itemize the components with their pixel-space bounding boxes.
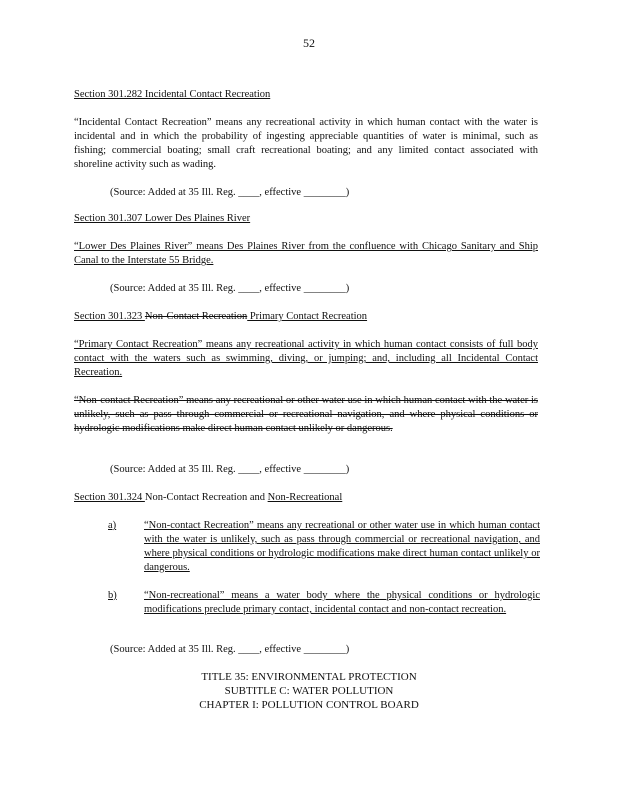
list-item-text: “Non-contact Recreation” means any recreational or other water use in which human contact with the water is unlikely, such as pass through commercial or recreational navigation, and where physical conditions or hydrologic modifications make direct human contact unlikely or dangerous. [144, 520, 540, 573]
heading-plain-text: Non-Contact Recreation and [144, 492, 268, 503]
section-301-323-heading [74, 310, 538, 324]
section-301-323-inserted-definition: “Primary Contact Recreation” means any recreational activity in which human contact consists of full body contact with the waters such as swimming, diving, or jumping; and, including all Incidental Contact Recreation. [74, 339, 538, 378]
section-301-307-definition: “Lower Des Plaines River” means Des Plaines River from the confluence with Chicago Sanitary and Ship Canal to the Interstate 55 Bridge. [74, 241, 538, 266]
section-301-324-heading [74, 491, 538, 505]
section-301-282-heading: Section 301.282 Incidental Contact Recreation [74, 89, 271, 100]
section-301-324-source: (Source: Added at 35 Ill. Reg. ____, effective ________) [110, 644, 350, 655]
footer-subtitle: SUBTITLE C: WATER POLLUTION [224, 685, 394, 697]
section-301-282-source: (Source: Added at 35 Ill. Reg. ____, effective ________) [110, 187, 350, 198]
heading-inserted-text: Primary Contact Recreation [247, 311, 368, 322]
heading-prefix: Section 301.324 [74, 492, 145, 503]
section-301-323-struck-definition: “Non-contact Recreation” means any recreational or other water use in which human contact with the water is unlikely, such as pass through commercial or recreational navigation, and where physical conditions or hydrologic modifications make direct human contact unlikely or dangerous. [74, 395, 538, 434]
list-item-text: “Non-recreational” means a water body where the physical conditions or hydrologic modifications preclude primary contact, incidental contact and non-contact recreation. [144, 590, 540, 615]
section-301-282-definition: “Incidental Contact Recreation” means any recreational activity in which human contact with the water is incidental and in which the probability of ingesting appreciable quantities of water is minimal, such as fishing; commercial boating; small craft recreational boating; and any limited contact associated with shoreline activity such as wading. [74, 117, 538, 170]
list-marker-b: b) [108, 590, 117, 601]
section-301-323-source: (Source: Added at 35 Ill. Reg. ____, effective ________) [110, 464, 350, 475]
heading-inserted-text: Non-Recreational [267, 492, 343, 503]
footer-chapter: CHAPTER I: POLLUTION CONTROL BOARD [199, 699, 419, 711]
list-marker-a: a) [108, 520, 117, 531]
heading-prefix: Section 301.323 [74, 311, 145, 322]
list-item [108, 589, 540, 617]
section-301-307-heading: Section 301.307 Lower Des Plaines River [74, 213, 251, 224]
section-301-307-source: (Source: Added at 35 Ill. Reg. ____, effective ________) [110, 283, 350, 294]
list-item [108, 519, 540, 575]
footer-title: TITLE 35: ENVIRONMENTAL PROTECTION [201, 671, 417, 683]
page-number: 52 [303, 36, 315, 50]
heading-struck-text: Non-Contact Recreation [144, 311, 248, 322]
